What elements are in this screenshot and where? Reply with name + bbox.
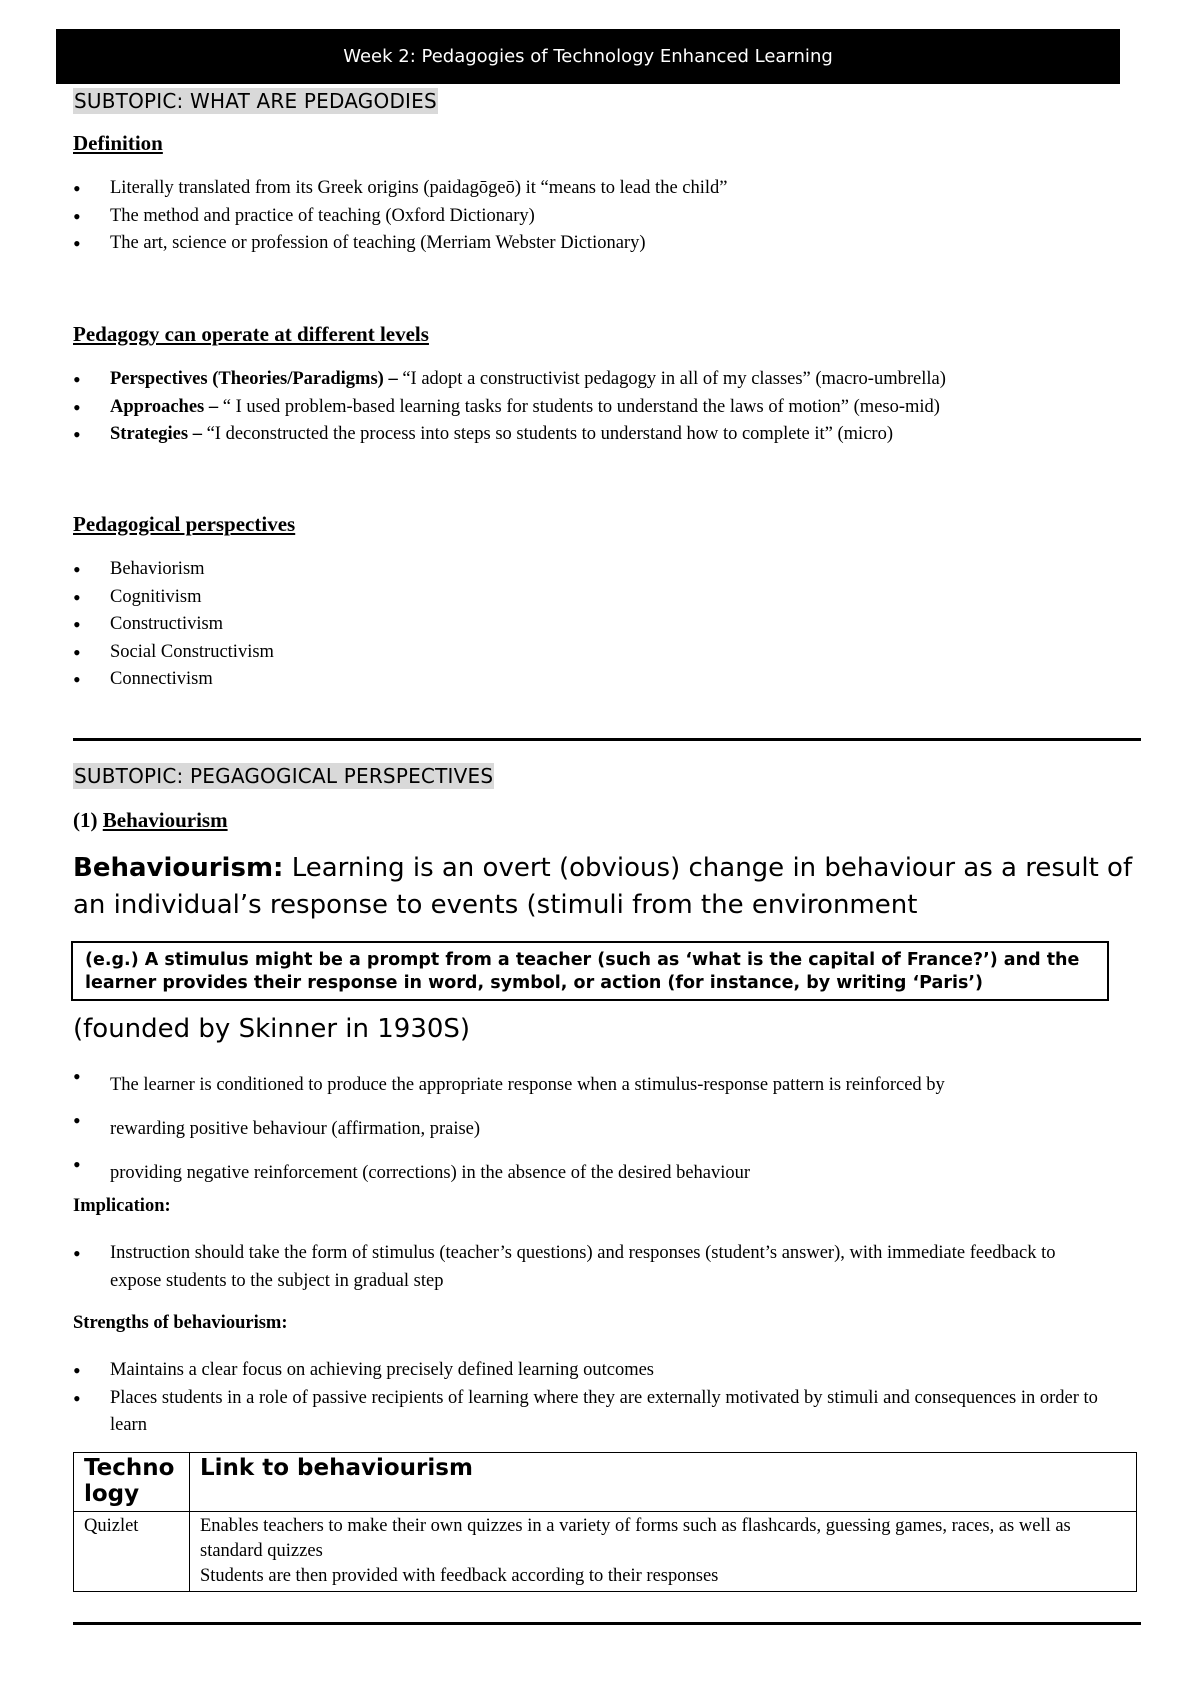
list-item: • rewarding positive behaviour (affirmation, praise) xyxy=(73,1107,945,1151)
column-header-text: Technology xyxy=(84,1455,175,1507)
strengths-list xyxy=(73,1357,1103,1440)
header-title: Week 2: Pedagogies of Technology Enhanced Learning xyxy=(343,46,833,67)
definition-heading: Definition xyxy=(73,131,163,155)
table-cell-technology: Quizlet xyxy=(74,1512,190,1592)
list-item: • The learner is conditioned to produce the appropriate response when a stimulus-response pattern is reinforced by xyxy=(73,1063,945,1107)
behaviourism-definition xyxy=(73,850,1153,924)
levels-list xyxy=(73,366,946,449)
level-term: Perspectives (Theories/Paradigms) – xyxy=(110,369,398,389)
bottom-divider xyxy=(73,1622,1141,1625)
list-item: • Constructivism xyxy=(73,611,274,639)
list-item: • providing negative reinforcement (corrections) in the absence of the desired behaviour xyxy=(73,1151,945,1195)
list-item: • Maintains a clear focus on achieving precisely defined learning outcomes xyxy=(73,1357,1103,1385)
example-box: (e.g.) A stimulus might be a prompt from a teacher (such as ‘what is the capital of France?’) and the learner provides their response in word, symbol, or action (for instance, by writing ‘Paris’) xyxy=(71,941,1109,1001)
list-item xyxy=(73,366,946,394)
table-row xyxy=(74,1512,1137,1592)
conditioning-list xyxy=(73,1063,945,1195)
list-item: • Places students in a role of passive recipients of learning where they are externally motivated by stimuli and consequences in order to learn xyxy=(73,1385,1103,1440)
level-text: “ I used problem-based learning tasks for students to understand the laws of motion” (meso-mid) xyxy=(218,396,940,417)
levels-heading: Pedagogy can operate at different levels xyxy=(73,322,429,346)
list-item: • Social Constructivism xyxy=(73,639,274,667)
subtopic-heading-perspectives: SUBTOPIC: PEGAGOGICAL PERSPECTIVES xyxy=(74,764,494,788)
cell-line: Enables teachers to make their own quizzes in a variety of forms such as flashcards, guessing games, races, as well as standard quizzes xyxy=(200,1516,1071,1561)
list-item: • Instruction should take the form of stimulus (teacher’s questions) and responses (student’s answer), with immediate feedback to expose students to the subject in gradual step xyxy=(73,1240,1103,1295)
column-header-technology xyxy=(74,1453,190,1512)
list-item: • The art, science or profession of teaching (Merriam Webster Dictionary) xyxy=(73,230,727,258)
behaviourism-heading xyxy=(73,808,228,833)
section-divider xyxy=(73,738,1141,741)
list-item: • Literally translated from its Greek origins (paidagōgeō) it “means to lead the child” xyxy=(73,175,727,203)
behaviourism-title: Behaviourism xyxy=(102,808,228,832)
list-item: • Cognitivism xyxy=(73,584,274,612)
level-text: “I deconstructed the process into steps so students to understand how to complete it” (micro) xyxy=(201,424,893,444)
table-header-row xyxy=(74,1453,1137,1512)
perspectives-heading: Pedagogical perspectives xyxy=(73,512,296,536)
list-item: • Connectivism xyxy=(73,666,274,694)
level-term: Approaches – xyxy=(110,396,219,417)
perspectives-list xyxy=(73,556,274,694)
list-item: • Behaviorism xyxy=(73,556,274,584)
column-header-link: Link to behaviourism xyxy=(190,1453,1137,1512)
subtopic-heading-pedagogies: SUBTOPIC: WHAT ARE PEDAGODIES xyxy=(74,89,437,113)
document-header xyxy=(56,29,1120,84)
definition-text: Learning is an overt (obvious) change in behaviour as a result of an individual’s response to events (stimuli from the environment xyxy=(73,853,1133,920)
list-item xyxy=(73,421,946,449)
definition-term: Behaviourism: xyxy=(73,853,284,883)
cell-line: Students are then provided with feedback according to their responses xyxy=(200,1566,719,1586)
founded-note: (founded by Skinner in 1930S) xyxy=(73,1014,471,1044)
strengths-heading: Strengths of behaviourism: xyxy=(73,1313,288,1333)
level-term: Strategies – xyxy=(110,424,202,444)
table-cell-link xyxy=(190,1512,1137,1592)
technology-table xyxy=(73,1452,1137,1592)
definition-list xyxy=(73,175,727,258)
implication-list xyxy=(73,1240,1103,1295)
list-item: • The method and practice of teaching (Oxford Dictionary) xyxy=(73,203,727,231)
level-text: “I adopt a constructivist pedagogy in all of my classes” (macro-umbrella) xyxy=(397,369,946,389)
section-number: (1) xyxy=(73,808,103,832)
implication-heading: Implication: xyxy=(73,1196,171,1216)
list-item xyxy=(73,394,946,422)
